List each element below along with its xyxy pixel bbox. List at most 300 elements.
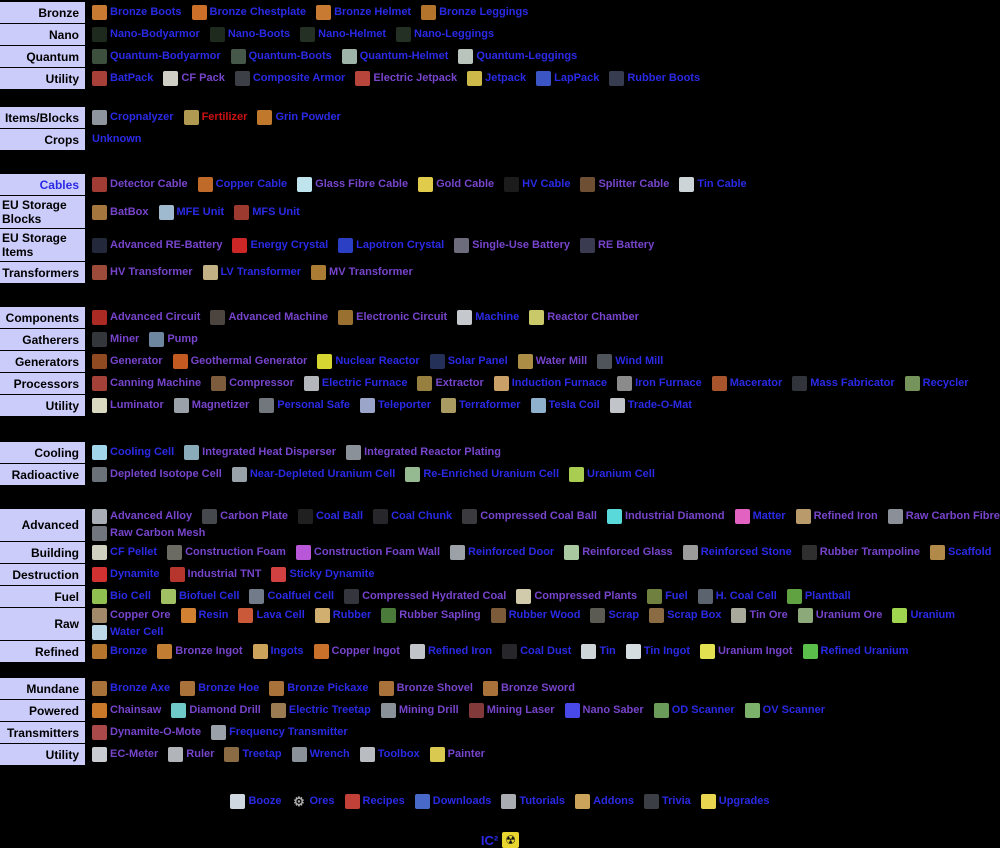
link-wind-mill[interactable] <box>597 354 663 369</box>
link-label: Bronze Ingot <box>175 645 243 657</box>
link-label: Reinforced Stone <box>700 546 792 558</box>
link-nano-saber[interactable] <box>565 703 644 718</box>
link-treetap[interactable] <box>224 747 281 762</box>
link-nano-bodyarmor[interactable] <box>92 27 200 42</box>
ruler-icon <box>168 747 183 762</box>
link-rubber[interactable] <box>315 608 372 623</box>
link-tin-ingot[interactable] <box>626 644 690 659</box>
section-electricity <box>0 174 1000 283</box>
link-industrial-tnt[interactable] <box>170 567 262 582</box>
link-label: BatPack <box>110 72 154 84</box>
link-label: CF Pack <box>181 72 225 84</box>
cf-pack-icon <box>163 71 178 86</box>
link-chainsaw[interactable] <box>92 703 161 718</box>
link-compressed-coal-ball[interactable] <box>462 509 597 524</box>
link-bronze-leggings[interactable] <box>421 5 528 20</box>
section-reactor <box>0 442 1000 485</box>
link-scrap-box[interactable] <box>649 608 721 623</box>
row-quantum <box>0 46 1000 67</box>
row-powered <box>0 700 1000 721</box>
link-advanced-machine[interactable] <box>210 310 328 325</box>
link-tin[interactable] <box>581 644 615 659</box>
raw-carbon-fibre-icon <box>888 509 903 524</box>
link-tutorials[interactable] <box>501 794 565 809</box>
link-scaffold[interactable] <box>930 545 991 560</box>
mining-laser-icon <box>469 703 484 718</box>
hv-cable-icon <box>504 177 519 192</box>
advanced-circuit-icon <box>92 310 107 325</box>
upgrades-icon <box>701 794 716 809</box>
link-canning-machine[interactable] <box>92 376 201 391</box>
single-use-battery-icon <box>454 238 469 253</box>
link-label: Copper Ore <box>110 609 171 621</box>
link-integrated-reactor-plating[interactable] <box>346 445 501 460</box>
link-label: Bronze Helmet <box>334 6 412 18</box>
link-ruler[interactable] <box>168 747 214 762</box>
link-label: Macerator <box>729 377 783 389</box>
link-label: Water Mill <box>535 355 588 367</box>
link-fertilizer[interactable] <box>184 110 248 125</box>
link-label: Nuclear Reactor <box>335 355 420 367</box>
copper-cable-icon <box>198 177 213 192</box>
bronze-hoe-icon <box>180 681 195 696</box>
link-painter[interactable] <box>430 747 485 762</box>
link-iron-furnace[interactable] <box>617 376 702 391</box>
hv-transformer-icon <box>92 265 107 280</box>
integrated-reactor-plating-icon <box>346 445 361 460</box>
lv-transformer-icon <box>203 265 218 280</box>
link-raw-carbon-fibre[interactable] <box>888 509 1000 524</box>
link-rubber-sapling[interactable] <box>381 608 480 623</box>
link-refined-iron[interactable] <box>410 644 492 659</box>
link-detector-cable[interactable] <box>92 177 188 192</box>
link-diamond-drill[interactable] <box>171 703 261 718</box>
link-machine[interactable] <box>457 310 519 325</box>
link-lappack[interactable] <box>536 71 599 86</box>
copper-ingot-icon <box>314 644 329 659</box>
link-uranium-cell[interactable] <box>569 467 655 482</box>
extractor-icon <box>417 376 432 391</box>
link-uranium-ore[interactable] <box>798 608 883 623</box>
link-lapotron-crystal[interactable] <box>338 238 444 253</box>
gold-cable-icon <box>418 177 433 192</box>
link-mfs-unit[interactable] <box>234 205 300 220</box>
link-label: Jetpack <box>485 72 527 84</box>
link-cf-pack[interactable] <box>163 71 224 86</box>
link-rubber-boots[interactable] <box>609 71 700 86</box>
link-carbon-plate[interactable] <box>202 509 288 524</box>
link-recipes[interactable] <box>345 794 405 809</box>
link-re-enriched-uranium-cell[interactable] <box>405 467 559 482</box>
link-jetpack[interactable] <box>467 71 526 86</box>
plantball-icon <box>787 589 802 604</box>
link-composite-armor[interactable] <box>235 71 346 86</box>
link-refined-uranium[interactable] <box>803 644 909 659</box>
link-booze[interactable] <box>230 794 281 809</box>
mfs-unit-icon <box>234 205 249 220</box>
link-recycler[interactable] <box>905 376 969 391</box>
link-label: Bronze Pickaxe <box>287 682 369 694</box>
link-near-depleted-uranium-cell[interactable] <box>232 467 395 482</box>
link-re-battery[interactable] <box>580 238 654 253</box>
row-refined <box>0 641 1000 662</box>
link-hv-cable[interactable] <box>504 177 570 192</box>
link-coalfuel-cell[interactable] <box>249 589 334 604</box>
row-items <box>85 509 1000 541</box>
link-label: Integrated Reactor Plating <box>364 446 501 458</box>
link-matter[interactable] <box>735 509 786 524</box>
link-depleted-isotope-cell[interactable] <box>92 467 222 482</box>
link-label: Nano Saber <box>582 704 644 716</box>
link-compressor[interactable] <box>211 376 294 391</box>
industrial-diamond-icon <box>607 509 622 524</box>
re-enriched-uranium-cell-icon <box>405 467 420 482</box>
link-label: OV Scanner <box>762 704 826 716</box>
link-label: MFE Unit <box>176 205 225 218</box>
link-bronze-boots[interactable] <box>92 5 182 20</box>
link-copper-ore[interactable] <box>92 608 171 623</box>
link-plantball[interactable] <box>787 589 851 604</box>
row-label-refined: Refined <box>0 641 85 662</box>
link-label: Dynamite <box>110 568 160 580</box>
link-quantum-helmet[interactable] <box>342 49 449 64</box>
link-label: Painter <box>447 748 485 760</box>
link-label: Booze <box>248 795 282 807</box>
link-splitter-cable[interactable] <box>580 177 669 192</box>
link-quantum-leggings[interactable] <box>458 49 577 64</box>
link-uranium-ingot[interactable] <box>700 644 793 659</box>
row-label-advanced: Advanced <box>0 509 85 541</box>
link-nano-helmet[interactable] <box>300 27 386 42</box>
row-items <box>85 107 341 128</box>
jetpack-icon <box>467 71 482 86</box>
link-label: RE Battery <box>597 238 655 251</box>
link-construction-foam[interactable] <box>167 545 286 560</box>
row-label-gatherers: Gatherers <box>0 329 85 350</box>
construction-foam-wall-icon <box>296 545 311 560</box>
link-label: Reinforced Door <box>468 546 555 558</box>
magnetizer-icon <box>174 398 189 413</box>
link-label: Quantum-Helmet <box>359 50 449 62</box>
link-mass-fabricator[interactable] <box>792 376 894 391</box>
link-batbox[interactable] <box>92 205 149 220</box>
link-cf-pellet[interactable] <box>92 545 157 560</box>
link-label: Grin Powder <box>275 111 341 123</box>
link-unknown[interactable] <box>92 132 142 147</box>
link-extractor[interactable] <box>417 376 483 391</box>
link-reinforced-door[interactable] <box>450 545 554 560</box>
link-label: Raw Carbon Fibre <box>905 510 1000 522</box>
link-label: Composite Armor <box>252 72 346 84</box>
link-water-cell[interactable] <box>92 625 163 640</box>
link-cooling-cell[interactable] <box>92 445 174 460</box>
link-bronze-helmet[interactable] <box>316 5 411 20</box>
refined-iron-icon <box>410 644 425 659</box>
link-label: Refined Iron <box>427 645 493 657</box>
section-tools <box>0 678 1000 765</box>
link-bronze-axe[interactable] <box>92 681 170 696</box>
row-label-cables[interactable]: Cables <box>0 174 85 195</box>
electric-furnace-icon <box>304 376 319 391</box>
row-transmitters <box>0 722 1000 743</box>
link-label: Bronze Chestplate <box>209 6 307 18</box>
link-mfe-unit[interactable] <box>159 205 225 220</box>
link-label: Trade-O-Mat <box>627 399 692 411</box>
link-copper-ingot[interactable] <box>314 644 400 659</box>
wrench-icon <box>292 747 307 762</box>
link-wrench[interactable] <box>292 747 350 762</box>
link-label: Raw Carbon Mesh <box>110 527 206 539</box>
link-electronic-circuit[interactable] <box>338 310 447 325</box>
coal-chunk-icon <box>373 509 388 524</box>
nano-boots-icon <box>210 27 225 42</box>
link-dynamite[interactable] <box>92 567 160 582</box>
link-label: Pump <box>167 333 198 345</box>
link-label: Iron Furnace <box>635 377 702 389</box>
link-terraformer[interactable] <box>441 398 521 413</box>
link-advanced-circuit[interactable] <box>92 310 200 325</box>
link-label: Coalfuel Cell <box>267 590 335 602</box>
link-geothermal-generator[interactable] <box>173 354 308 369</box>
ores-icon: ⚙ <box>293 794 305 809</box>
link-raw-carbon-mesh[interactable] <box>92 526 205 541</box>
link-single-use-battery[interactable] <box>454 238 570 253</box>
link-label: Industrial TNT <box>187 568 262 580</box>
quantum-helmet-icon <box>342 49 357 64</box>
link-tin-ore[interactable] <box>731 608 787 623</box>
link-mv-transformer[interactable] <box>311 265 413 280</box>
link-advanced-alloy[interactable] <box>92 509 192 524</box>
link-electric-furnace[interactable] <box>304 376 408 391</box>
row-items <box>85 262 413 283</box>
link-cropnalyzer[interactable] <box>92 110 174 125</box>
link-copper-cable[interactable] <box>198 177 288 192</box>
row-items-blocks <box>0 107 1000 128</box>
link-frequency-transmitter[interactable] <box>211 725 348 740</box>
row-items <box>85 678 575 699</box>
ic2-link[interactable]: IC² <box>480 832 499 848</box>
link-pump[interactable] <box>149 332 198 347</box>
link-lava-cell[interactable] <box>238 608 304 623</box>
link-grin-powder[interactable] <box>257 110 340 125</box>
link-quantum-bodyarmor[interactable] <box>92 49 221 64</box>
link-ingots[interactable] <box>253 644 304 659</box>
row-label-eu-storage-blocks: EU Storage Blocks <box>0 196 85 228</box>
link-reinforced-glass[interactable] <box>564 545 672 560</box>
copper-ore-icon <box>92 608 107 623</box>
link-label: Tin <box>599 645 616 657</box>
row-items <box>85 196 300 228</box>
row-items <box>85 129 142 150</box>
link-advanced-re-battery[interactable] <box>92 238 222 253</box>
link-rubber-wood[interactable] <box>491 608 581 623</box>
link-label: Nano-Bodyarmor <box>110 28 200 40</box>
link-construction-foam-wall[interactable] <box>296 545 440 560</box>
batbox-icon <box>92 205 107 220</box>
link-upgrades[interactable] <box>701 794 770 809</box>
link-compressed-hydrated-coal[interactable] <box>344 589 506 604</box>
link-bio-cell[interactable] <box>92 589 151 604</box>
link-label: Compressed Plants <box>534 590 638 602</box>
diamond-drill-icon <box>171 703 186 718</box>
bronze-axe-icon <box>92 681 107 696</box>
row-items <box>85 700 825 721</box>
link-label: Quantum-Leggings <box>476 50 578 62</box>
bronze-boots-icon <box>92 5 107 20</box>
link-nano-boots[interactable] <box>210 27 290 42</box>
link-trivia[interactable] <box>644 794 691 809</box>
link-bronze-shovel[interactable] <box>379 681 473 696</box>
link-industrial-diamond[interactable] <box>607 509 725 524</box>
link-label: Integrated Heat Disperser <box>202 446 337 458</box>
carbon-plate-icon <box>202 509 217 524</box>
link-label: Construction Foam Wall <box>313 546 441 558</box>
link-trade-o-mat[interactable] <box>610 398 692 413</box>
electronic-circuit-icon <box>338 310 353 325</box>
teleporter-icon <box>360 398 375 413</box>
link-bronze-hoe[interactable] <box>180 681 259 696</box>
chainsaw-icon <box>92 703 107 718</box>
link-electric-jetpack[interactable] <box>355 71 457 86</box>
link-scrap[interactable] <box>590 608 639 623</box>
link-uranium[interactable] <box>892 608 955 623</box>
reactor-chamber-icon <box>529 310 544 325</box>
link-label: Coal Dust <box>520 645 572 657</box>
link-tin-cable[interactable] <box>679 177 746 192</box>
recipes-icon <box>345 794 360 809</box>
link-generator[interactable] <box>92 354 163 369</box>
link-label: Advanced Circuit <box>110 311 201 323</box>
link-teleporter[interactable] <box>360 398 431 413</box>
link-dynamite-o-mote[interactable] <box>92 725 201 740</box>
link-electric-treetap[interactable] <box>271 703 371 718</box>
link-integrated-heat-disperser[interactable] <box>184 445 336 460</box>
link-coal-dust[interactable] <box>502 644 571 659</box>
link-label: Tutorials <box>519 795 566 807</box>
link-label: Rubber Sapling <box>399 609 481 621</box>
link-personal-safe[interactable] <box>259 398 350 413</box>
row-items <box>85 641 909 662</box>
link-lv-transformer[interactable] <box>203 265 302 280</box>
link-addons[interactable] <box>575 794 634 809</box>
link-label: Tin Ore <box>749 609 788 621</box>
link-label: BatBox <box>110 205 149 218</box>
link-luminator[interactable] <box>92 398 164 413</box>
trivia-icon <box>644 794 659 809</box>
link-ec-meter[interactable] <box>92 747 158 762</box>
link-h-coal-cell[interactable] <box>698 589 777 604</box>
link-batpack[interactable] <box>92 71 153 86</box>
row-items <box>85 174 747 195</box>
row-label-utility: Utility <box>0 395 85 416</box>
row-destruction <box>0 564 1000 585</box>
row-crops <box>0 129 1000 150</box>
luminator-icon <box>92 398 107 413</box>
link-solar-panel[interactable] <box>430 354 508 369</box>
raw-carbon-mesh-icon <box>92 526 107 541</box>
link-label: Teleporter <box>378 399 431 411</box>
link-downloads[interactable] <box>415 794 492 809</box>
quantum-boots-icon <box>231 49 246 64</box>
link-mining-laser[interactable] <box>469 703 555 718</box>
link-induction-furnace[interactable] <box>494 376 607 391</box>
nano-bodyarmor-icon <box>92 27 107 42</box>
link-energy-crystal[interactable] <box>232 238 328 253</box>
lappack-icon <box>536 71 551 86</box>
link-reinforced-stone[interactable] <box>683 545 792 560</box>
link-resin[interactable] <box>181 608 229 623</box>
link-label: Ores <box>309 795 335 807</box>
link-coal-ball[interactable] <box>298 509 363 524</box>
water-mill-icon <box>518 354 533 369</box>
link-hv-transformer[interactable] <box>92 265 193 280</box>
link-ores[interactable] <box>291 794 334 809</box>
link-gold-cable[interactable] <box>418 177 494 192</box>
coalfuel-cell-icon <box>249 589 264 604</box>
link-miner[interactable] <box>92 332 139 347</box>
link-compressed-plants[interactable] <box>516 589 637 604</box>
link-label: Mining Laser <box>486 704 555 716</box>
industrial-tnt-icon <box>170 567 185 582</box>
link-rubber-trampoline[interactable] <box>802 545 920 560</box>
link-label: Trivia <box>662 795 691 807</box>
link-bronze-ingot[interactable] <box>157 644 242 659</box>
near-depleted-uranium-cell-icon <box>232 467 247 482</box>
row-cooling <box>0 442 1000 463</box>
link-bronze-chestplate[interactable] <box>192 5 307 20</box>
link-refined-iron[interactable] <box>796 509 878 524</box>
row-items <box>85 46 577 67</box>
radiation-icon: ☢ <box>502 832 519 848</box>
link-reactor-chamber[interactable] <box>529 310 639 325</box>
link-nano-leggings[interactable] <box>396 27 494 42</box>
link-bronze[interactable] <box>92 644 147 659</box>
link-magnetizer[interactable] <box>174 398 249 413</box>
link-glass-fibre-cable[interactable] <box>297 177 408 192</box>
row-label-powered: Powered <box>0 700 85 721</box>
link-label: Gold Cable <box>436 178 495 190</box>
macerator-icon <box>712 376 727 391</box>
link-macerator[interactable] <box>712 376 783 391</box>
bronze-chestplate-icon <box>192 5 207 20</box>
link-nuclear-reactor[interactable] <box>317 354 419 369</box>
construction-foam-icon <box>167 545 182 560</box>
link-sticky-dynamite[interactable] <box>271 567 374 582</box>
link-label: Rubber <box>332 609 372 621</box>
link-mining-drill[interactable] <box>381 703 459 718</box>
link-quantum-boots[interactable] <box>231 49 332 64</box>
link-ov-scanner[interactable] <box>745 703 825 718</box>
link-label: Single-Use Battery <box>472 238 570 251</box>
link-od-scanner[interactable] <box>654 703 735 718</box>
link-biofuel-cell[interactable] <box>161 589 240 604</box>
link-label: Uranium Ore <box>815 609 883 621</box>
row-label-destruction: Destruction <box>0 564 85 585</box>
canning-machine-icon <box>92 376 107 391</box>
link-toolbox[interactable] <box>360 747 420 762</box>
link-bronze-pickaxe[interactable] <box>269 681 368 696</box>
link-fuel[interactable] <box>647 589 688 604</box>
scrap-icon <box>590 608 605 623</box>
link-water-mill[interactable] <box>518 354 588 369</box>
link-tesla-coil[interactable] <box>531 398 600 413</box>
link-coal-chunk[interactable] <box>373 509 452 524</box>
link-label: Unknown <box>92 133 142 145</box>
link-bronze-sword[interactable] <box>483 681 575 696</box>
tin-ingot-icon <box>626 644 641 659</box>
link-label: Tin Cable <box>697 178 747 190</box>
link-label: Carbon Plate <box>220 510 288 522</box>
